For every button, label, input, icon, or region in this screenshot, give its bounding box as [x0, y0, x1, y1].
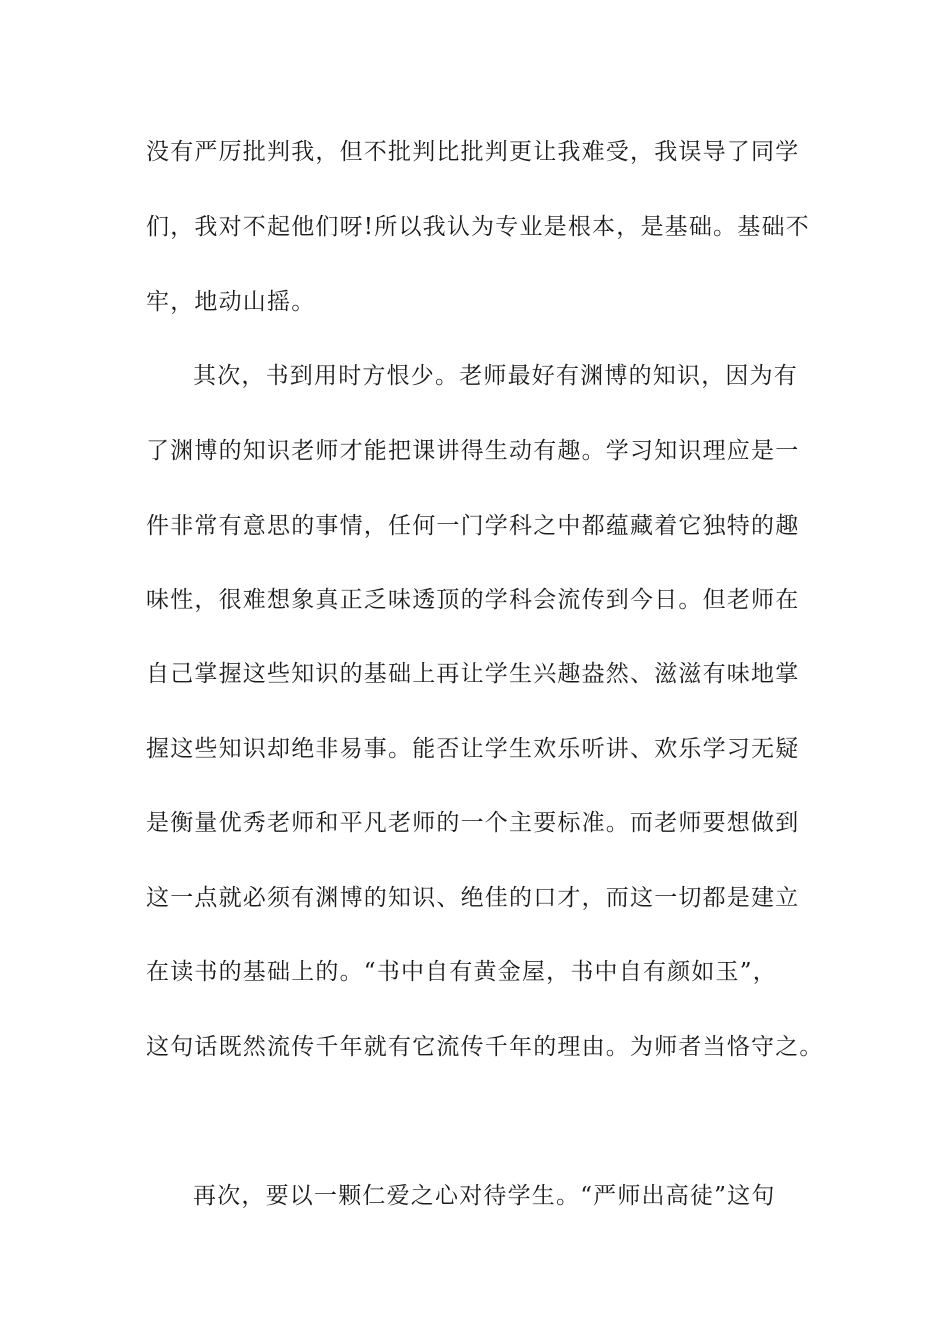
text-line: 牢，地动山摇。 — [146, 289, 316, 315]
text-line: 味性，很难想象真正乏味透顶的学科会流传到今日。但老师在 — [146, 587, 800, 613]
text-line: 们，我对不起他们呀!所以我认为专业是根本，是基础。基础不 — [146, 214, 810, 240]
text-line: 这一点就必须有渊博的知识、绝佳的口才，而这一切都是建立 — [146, 885, 800, 911]
text-line: 没有严厉批判我，但不批判比批判更让我难受，我误导了同学 — [146, 139, 800, 165]
text-line: 了渊博的知识老师才能把课讲得生动有趣。学习知识理应是一 — [146, 438, 800, 464]
paragraph-first-line: 再次，要以一颗仁爱之心对待学生。“严师出高徒”这句 — [193, 1183, 776, 1209]
text-line: 是衡量优秀老师和平凡老师的一个主要标准。而老师要想做到 — [146, 810, 800, 836]
text-line: 这句话既然流传千年就有它流传千年的理由。为师者当恪守之。 — [146, 1034, 824, 1060]
text-line: 件非常有意思的事情，任何一门学科之中都蕴藏着它独特的趣 — [146, 513, 800, 539]
text-line: 自己掌握这些知识的基础上再让学生兴趣盎然、滋滋有味地掌 — [146, 661, 800, 687]
text-line: 握这些知识却绝非易事。能否让学生欢乐听讲、欢乐学习无疑 — [146, 736, 800, 762]
paragraph-first-line: 其次，书到用时方恨少。老师最好有渊博的知识，因为有 — [193, 363, 798, 389]
text-line: 在读书的基础上的。“书中自有黄金屋，书中自有颜如玉”， — [146, 959, 777, 985]
